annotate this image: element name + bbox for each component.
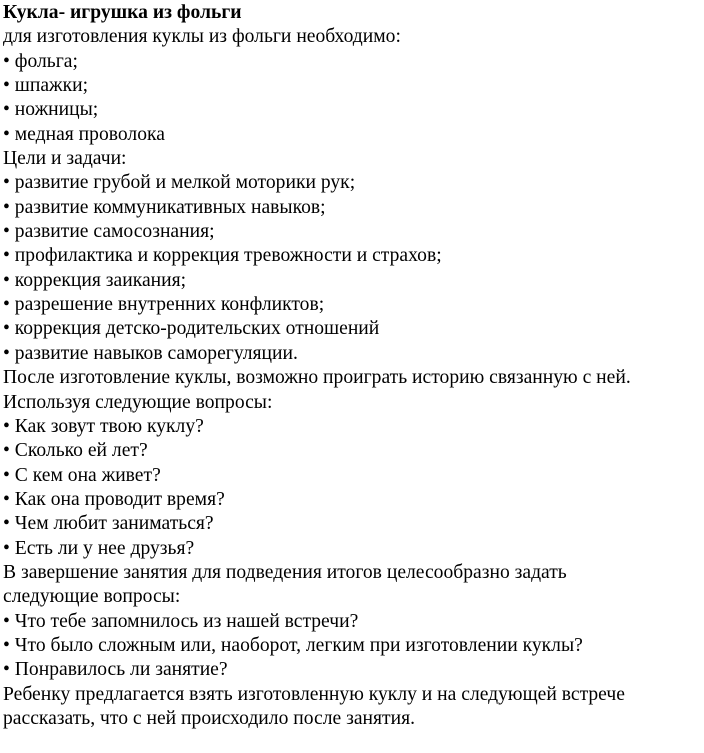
- materials-list: [3, 50, 704, 147]
- bullet-icon: •: [3, 415, 10, 437]
- list-item: • Чем любит заниматься?: [3, 513, 214, 535]
- bullet-icon: •: [3, 513, 10, 535]
- list-item: • коррекция заикания;: [3, 269, 187, 291]
- list-item: • развитие навыков саморегуляции.: [3, 342, 298, 364]
- list-item: • коррекция детско-родительских отношений: [3, 318, 380, 340]
- bullet-icon: •: [3, 99, 10, 121]
- bullet-icon: •: [3, 488, 10, 510]
- bullet-icon: •: [3, 464, 10, 486]
- list-item: • Понравилось ли занятие?: [3, 659, 228, 681]
- story-paragraph: После изготовление куклы, возможно проиграть историю связанную с ней.: [3, 367, 631, 389]
- story-questions-intro: Используя следующие вопросы:: [3, 391, 273, 413]
- list-item: • развитие грубой и мелкой моторики рук;: [3, 172, 356, 194]
- list-item: • развитие коммуникативных навыков;: [3, 196, 326, 218]
- goals-heading: Цели и задачи:: [3, 148, 127, 170]
- bullet-icon: •: [3, 342, 10, 364]
- conclusion-paragraph-line1: В завершение занятия для подведения итогов целесообразно задать: [3, 561, 567, 583]
- bullet-icon: •: [3, 123, 10, 145]
- list-item: • разрешение внутренних конфликтов;: [3, 294, 325, 316]
- list-item: • Сколько ей лет?: [3, 440, 148, 462]
- story-questions-list: [3, 415, 704, 561]
- bullet-icon: •: [3, 50, 10, 72]
- bullet-icon: •: [3, 196, 10, 218]
- materials-intro: для изготовления куклы из фольги необходимо:: [3, 26, 401, 48]
- list-item: • шпажки;: [3, 75, 89, 97]
- bullet-icon: •: [3, 440, 10, 462]
- bullet-icon: •: [3, 537, 10, 559]
- list-item: • Есть ли у нее друзья?: [3, 537, 195, 559]
- list-item: • С кем она живет?: [3, 464, 161, 486]
- goals-list: [3, 171, 704, 366]
- bullet-icon: •: [3, 634, 10, 656]
- list-item: • Как она проводит время?: [3, 488, 225, 510]
- bullet-icon: •: [3, 294, 10, 316]
- bullet-icon: •: [3, 172, 10, 194]
- list-item: • профилактика и коррекция тревожности и страхов;: [3, 245, 442, 267]
- bullet-icon: •: [3, 269, 10, 291]
- conclusion-paragraph-line2: следующие вопросы:: [3, 586, 181, 608]
- final-paragraph-line2: рассказать, что с ней происходило после занятия.: [3, 707, 415, 729]
- final-paragraph-line1: Ребенку предлагается взять изготовленную куклу и на следующей встрече: [3, 683, 625, 705]
- conclusion-questions-list: [3, 610, 704, 683]
- bullet-icon: •: [3, 659, 10, 681]
- bullet-icon: •: [3, 245, 10, 267]
- bullet-icon: •: [3, 318, 10, 340]
- list-item: • Что было сложным или, наоборот, легким при изготовлении куклы?: [3, 634, 583, 656]
- list-item: • Как зовут твою куклу?: [3, 415, 204, 437]
- bullet-icon: •: [3, 610, 10, 632]
- bullet-icon: •: [3, 221, 10, 243]
- document-title: Кукла- игрушка из фольги: [3, 2, 242, 23]
- list-item: • развитие самосознания;: [3, 221, 215, 243]
- list-item: • фольга;: [3, 50, 78, 72]
- list-item: • ножницы;: [3, 99, 99, 121]
- bullet-icon: •: [3, 75, 10, 97]
- list-item: • Что тебе запомнилось из нашей встречи?: [3, 610, 359, 632]
- list-item: • медная проволока: [3, 123, 165, 145]
